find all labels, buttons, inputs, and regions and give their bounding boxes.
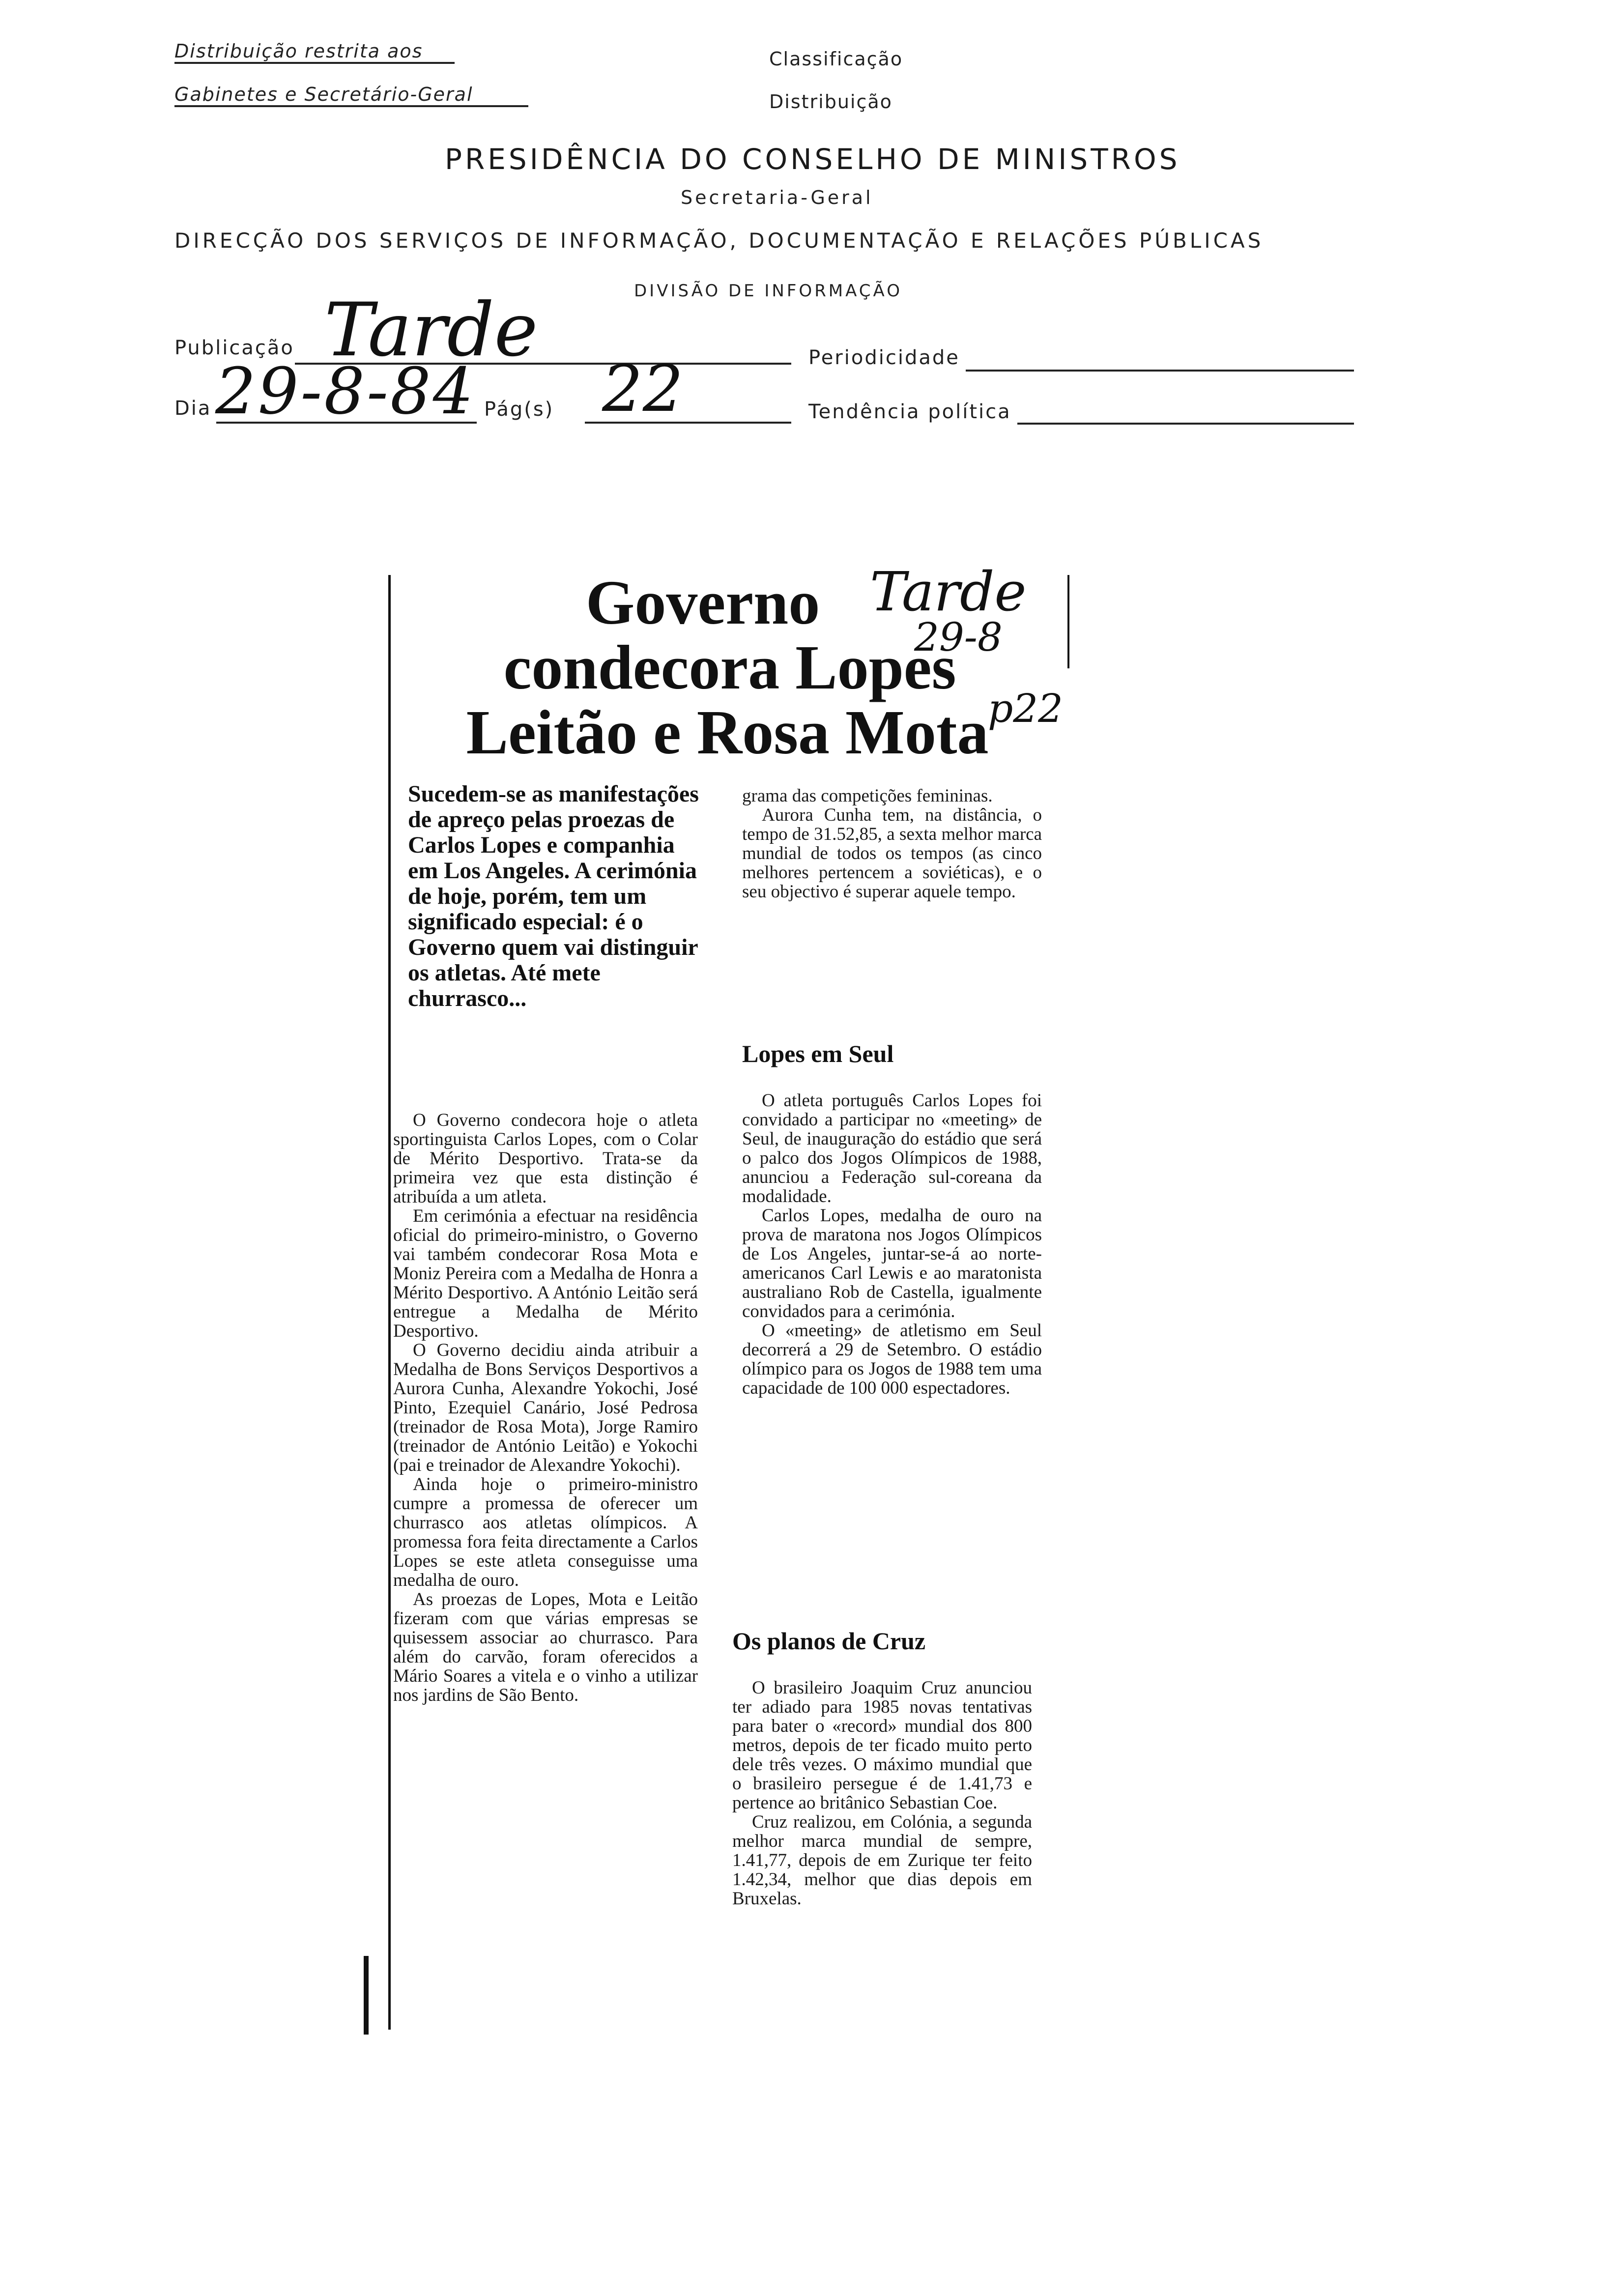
col1-paragraph: O Governo condecora hoje o atleta sportinguista Carlos Lopes, com o Colar de Mérito Desportivo. Trata-se da primeira vez que esta distinção é atribuída a um atleta. bbox=[393, 1110, 698, 1207]
handwritten-annotation-source: Tarde bbox=[870, 560, 1027, 623]
subhead-os-planos-de-cruz: Os planos de Cruz bbox=[732, 1627, 926, 1655]
col2-paragraph: Cruz realizou, em Colónia, a segunda melhor marca mundial de sempre, 1.41,77, depois de em Zurique ter feito 1.42,34, melhor que dias depois em Bruxelas. bbox=[732, 1812, 1032, 1909]
col1-paragraph: O Governo decidiu ainda atribuir a Medalha de Bons Serviços Desportivos a Aurora Cunha, Alexandre Yokochi, José Pinto, Ezequiel Canário, José Pedrosa (treinador de Rosa Mota), Jorge Ramiro (treinador de António Leitão) e Yokochi (pai e treinador de Alexandre Yokochi). bbox=[393, 1340, 698, 1475]
subhead-lopes-em-seul: Lopes em Seul bbox=[742, 1040, 894, 1067]
headline-line-2: condecora Lopes bbox=[503, 632, 956, 702]
col2-paragraph: O brasileiro Joaquim Cruz anunciou ter adiado para 1985 novas tentativas para bater o «record» mundial dos 800 metros, depois de ter ficado muito perto dele três vezes. O máximo mundial que o brasileiro persegue é de 1.41,73 e pertence ao britânico Sebastian Coe. bbox=[732, 1678, 1032, 1813]
political-tendency-rule bbox=[1017, 423, 1354, 425]
col1-paragraph: As proezas de Lopes, Mota e Leitão fizeram com que várias empresas se quisessem associar ao churrasco. Para além do carvão, foram oferecidos a Mário Soares a vitela e o vinho a utilizar nos jardins de São Bento. bbox=[393, 1589, 698, 1705]
col2-paragraph: O «meeting» de atletismo em Seul decorrerá a 29 de Setembro. O estádio olímpico para os Jogos de 1988 tem uma capacidade de 100 000 espectadores. bbox=[742, 1320, 1042, 1398]
directorate-line: DIRECÇÃO DOS SERVIÇOS DE INFORMAÇÃO, DOCUMENTAÇÃO E RELAÇÕES PÚBLICAS bbox=[174, 229, 1264, 253]
headline-line-1: Governo bbox=[585, 568, 820, 637]
column-2-top bbox=[742, 786, 1042, 901]
periodicity-label: Periodicidade bbox=[808, 346, 960, 369]
headline-line-3: Leitão e Rosa Mota bbox=[466, 697, 989, 767]
pages-handwritten: 22 bbox=[602, 351, 684, 426]
division-line: DIVISÃO DE INFORMAÇÃO bbox=[634, 281, 902, 301]
article-lead: Sucedem-se as manifestações de apreço pelas proezas de Carlos Lopes e companhia em Los Angeles. A cerimónia de hoje, porém, tem um significado especial: é o Governo quem vai distinguir os atletas. Até mete churrasco... bbox=[408, 781, 699, 1011]
article-right-rule bbox=[1067, 575, 1069, 668]
col1-paragraph: Em cerimónia a efectuar na residência oficial do primeiro-ministro, o Governo vai também condecorar Rosa Mota e Moniz Pereira com a Medalha de Honra a Mérito Desportivo. A António Leitão será entregue a Medalha de Mérito Desportivo. bbox=[393, 1206, 698, 1341]
day-label: Dia bbox=[174, 397, 212, 420]
periodicity-rule bbox=[966, 370, 1354, 372]
cabinets-line: Gabinetes e Secretário-Geral bbox=[174, 84, 528, 107]
margin-mark bbox=[364, 1956, 369, 2035]
handwritten-annotation-page: p22 bbox=[988, 686, 1064, 731]
distribution-restricted: Distribuição restrita aos bbox=[174, 40, 455, 64]
classification-label: Classificação bbox=[769, 48, 903, 70]
secretariat-subtitle: Secretaria-Geral bbox=[681, 187, 873, 208]
publication-handwritten: Tarde bbox=[324, 287, 538, 373]
article-left-rule bbox=[388, 575, 391, 2030]
pages-label: Pág(s) bbox=[484, 398, 554, 421]
col1-paragraph: Ainda hoje o primeiro-ministro cumpre a promessa de oferecer um churrasco aos atletas olímpicos. A promessa fora feita directamente a Carlos Lopes se este atleta conseguisse uma medalha de ouro. bbox=[393, 1474, 698, 1590]
political-tendency-label: Tendência política bbox=[808, 401, 1011, 423]
handwritten-annotation-date: 29-8 bbox=[914, 614, 1003, 660]
column-2-bottom bbox=[732, 1678, 1032, 1908]
publication-label: Publicação bbox=[174, 337, 294, 359]
distribution-label: Distribuição bbox=[769, 91, 892, 113]
col2-paragraph: Aurora Cunha tem, na distância, o tempo de 31.52,85, a sexta melhor marca mundial de todos os tempos (as cinco melhores pertencem a soviéticas), e o seu objectivo é superar aquele tempo. bbox=[742, 805, 1042, 902]
col2-paragraph: O atleta português Carlos Lopes foi convidado a participar no «meeting» de Seul, de inauguração do estádio que será o palco dos Jogos Olímpicos de 1988, anunciou a Federação sul-coreana da modalidade. bbox=[742, 1091, 1042, 1206]
presidency-title: PRESIDÊNCIA DO CONSELHO DE MINISTROS bbox=[445, 143, 1180, 176]
day-handwritten: 29-8-84 bbox=[215, 354, 476, 429]
col2-paragraph: grama das competições femininas. bbox=[742, 786, 993, 806]
column-2-middle bbox=[742, 1091, 1042, 1398]
column-1 bbox=[393, 1111, 698, 1705]
col2-paragraph: Carlos Lopes, medalha de ouro na prova de maratona nos Jogos Olímpicos de Los Angeles, juntar-se-á ao norte-americanos Carl Lewis e ao maratonista australiano Rob de Castella, igualmente convidados para a cerimónia. bbox=[742, 1205, 1042, 1321]
